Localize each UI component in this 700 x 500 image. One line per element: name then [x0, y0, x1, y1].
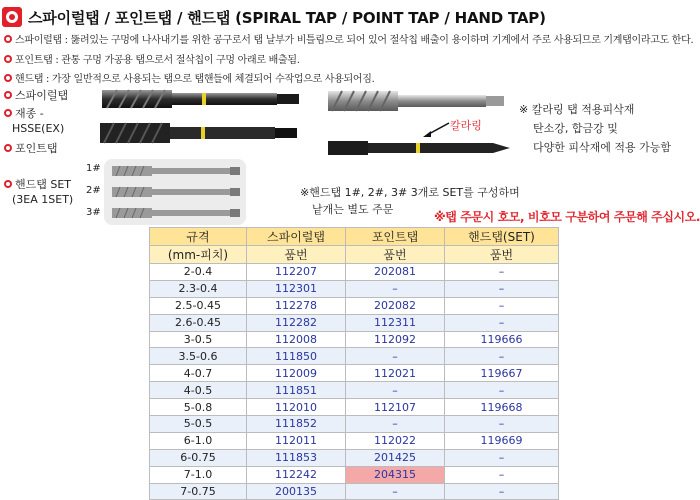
col-header-size: 규격: [150, 228, 247, 246]
label-hand-no-3: 3#: [86, 207, 101, 218]
cell-size: 3.5-0.6: [150, 348, 247, 365]
subheader-point: 품번: [346, 246, 445, 264]
label-hand-no-2: 2#: [86, 185, 101, 196]
cell-point-code: 201425: [346, 449, 445, 466]
cell-spiral-code: 200135: [247, 483, 346, 500]
cell-size: 4-0.5: [150, 382, 247, 399]
cell-point-code: –: [346, 348, 445, 365]
desc-hand: 핸드탭 : 가장 일반적으로 사용되는 탭으로 탭핸들에 체결되어 수작업으로 사용되어짐.: [4, 70, 374, 85]
cell-spiral-code: 112011: [247, 432, 346, 449]
hand-tap-set-image: [108, 163, 246, 221]
table-row: [150, 365, 559, 382]
desc-point: 포인트탭 : 관통 구멍 가공용 탭으로서 절삭칩이 구멍 아래로 배출됨.: [4, 51, 300, 66]
col-header-spiral: 스파이럴탭: [247, 228, 346, 246]
cell-point-code: 112022: [346, 432, 445, 449]
coating-label: 칼라링: [450, 119, 482, 132]
label-hand-set: 핸드탭 SET: [4, 176, 71, 192]
cell-hand-code: –: [445, 264, 559, 281]
table-row: [150, 466, 559, 483]
cell-spiral-code: 112301: [247, 280, 346, 297]
subheader-size: (mm-피치): [150, 246, 247, 264]
cell-size: 7-0.75: [150, 483, 247, 500]
cell-size: 2.5-0.45: [150, 297, 247, 314]
cell-size: 2-0.4: [150, 264, 247, 281]
cell-hand-code: 119666: [445, 331, 559, 348]
table-row: [150, 331, 559, 348]
table-row: [150, 264, 559, 281]
cell-hand-code: 119667: [445, 365, 559, 382]
cell-spiral-code: 112010: [247, 399, 346, 416]
title-text: 스파이럴탭 / 포인트탭 / 핸드탭 (SPIRAL TAP / POINT TAP / HAND TAP): [28, 8, 546, 27]
bullet-icon: [4, 55, 12, 63]
desc-spiral: 스파이럴탭 : 뚫려있는 구멍에 나사내기를 위한 공구로서 탭 날부가 비틀림으로 되어 있어 절삭칩 배출이 용이하며 기계에서 주로 사용되므로 기계탭이라고도 한다.: [4, 31, 693, 46]
table-row: [150, 449, 559, 466]
spiral-tap-image: [102, 84, 302, 114]
cell-size: 7-1.0: [150, 466, 247, 483]
cell-size: 6-0.75: [150, 449, 247, 466]
cell-size: 2.6-0.45: [150, 314, 247, 331]
table-row: [150, 297, 559, 314]
label-point: 포인트탭: [4, 140, 58, 156]
cell-spiral-code: 112282: [247, 314, 346, 331]
cell-spiral-code: 111853: [247, 449, 346, 466]
cell-size: 6-1.0: [150, 432, 247, 449]
cell-hand-code: –: [445, 466, 559, 483]
cell-hand-code: –: [445, 348, 559, 365]
table-row: [150, 416, 559, 433]
subheader-spiral: 품번: [247, 246, 346, 264]
cell-size: 5-0.5: [150, 416, 247, 433]
label-hand-no-1: 1#: [86, 163, 101, 174]
bullet-icon: [4, 74, 12, 82]
cell-spiral-code: 112009: [247, 365, 346, 382]
cell-point-code: 112021: [346, 365, 445, 382]
cell-spiral-code: 112008: [247, 331, 346, 348]
cell-spiral-code: 111851: [247, 382, 346, 399]
subheader-hand: 품번: [445, 246, 559, 264]
cell-hand-code: –: [445, 416, 559, 433]
cell-point-code: –: [346, 483, 445, 500]
table-row: [150, 280, 559, 297]
bullet-icon: [4, 35, 12, 43]
title-icon: [2, 7, 22, 27]
cell-hand-code: –: [445, 280, 559, 297]
spiral-tap-silver-image: [328, 87, 508, 115]
cell-spiral-code: 112278: [247, 297, 346, 314]
cell-spiral-code: 111852: [247, 416, 346, 433]
page-title: [2, 6, 546, 28]
cell-point-code: –: [346, 382, 445, 399]
hand-set-note: ※핸드탭 1#, 2#, 3# 3개로 SET를 구성하며 낱개는 별도 주문: [300, 186, 520, 216]
table-row: [150, 348, 559, 365]
table-row: [150, 432, 559, 449]
bullet-icon: [4, 144, 12, 152]
table-row: [150, 382, 559, 399]
cell-spiral-code: 111850: [247, 348, 346, 365]
cell-point-code: 204315: [346, 466, 445, 483]
cell-point-code: 112311: [346, 314, 445, 331]
spec-table: [149, 227, 559, 500]
label-hand-set-count: (3EA 1SET): [12, 193, 74, 206]
cell-point-code: –: [346, 416, 445, 433]
cell-hand-code: –: [445, 483, 559, 500]
table-row: [150, 399, 559, 416]
cell-spiral-code: 112242: [247, 466, 346, 483]
bullet-icon: [4, 180, 12, 188]
cell-point-code: 112092: [346, 331, 445, 348]
cell-point-code: 202081: [346, 264, 445, 281]
cell-hand-code: –: [445, 297, 559, 314]
label-material: 재종 -: [4, 105, 44, 121]
cell-size: 5-0.8: [150, 399, 247, 416]
cell-hand-code: 119668: [445, 399, 559, 416]
cell-point-code: 202082: [346, 297, 445, 314]
cell-point-code: 112107: [346, 399, 445, 416]
bullet-icon: [4, 91, 12, 99]
cell-hand-code: –: [445, 382, 559, 399]
table-row: [150, 483, 559, 500]
cell-size: 2.3-0.4: [150, 280, 247, 297]
coating-note: ※ 칼라링 탭 적용피삭재 탄소강, 합금강 및 다양한 피삭재에 적용 가능함: [519, 103, 672, 154]
cell-point-code: –: [346, 280, 445, 297]
cell-hand-code: 119669: [445, 432, 559, 449]
arrow-icon: [421, 121, 451, 139]
spiral-tap-dark-image: [100, 119, 300, 147]
col-header-hand: 핸드탭(SET): [445, 228, 559, 246]
cell-hand-code: –: [445, 314, 559, 331]
bullet-icon: [4, 109, 12, 117]
cell-size: 3-0.5: [150, 331, 247, 348]
cell-hand-code: –: [445, 449, 559, 466]
label-spiral: 스파이럴탭: [4, 87, 68, 103]
order-warning: ※탭 주문시 호모, 비호모 구분하여 주문해 주십시오.: [434, 210, 700, 224]
cell-spiral-code: 112207: [247, 264, 346, 281]
label-material-grade: HSSE(EX): [12, 122, 65, 135]
point-tap-image: [328, 136, 513, 160]
col-header-point: 포인트탭: [346, 228, 445, 246]
table-row: [150, 314, 559, 331]
cell-size: 4-0.7: [150, 365, 247, 382]
